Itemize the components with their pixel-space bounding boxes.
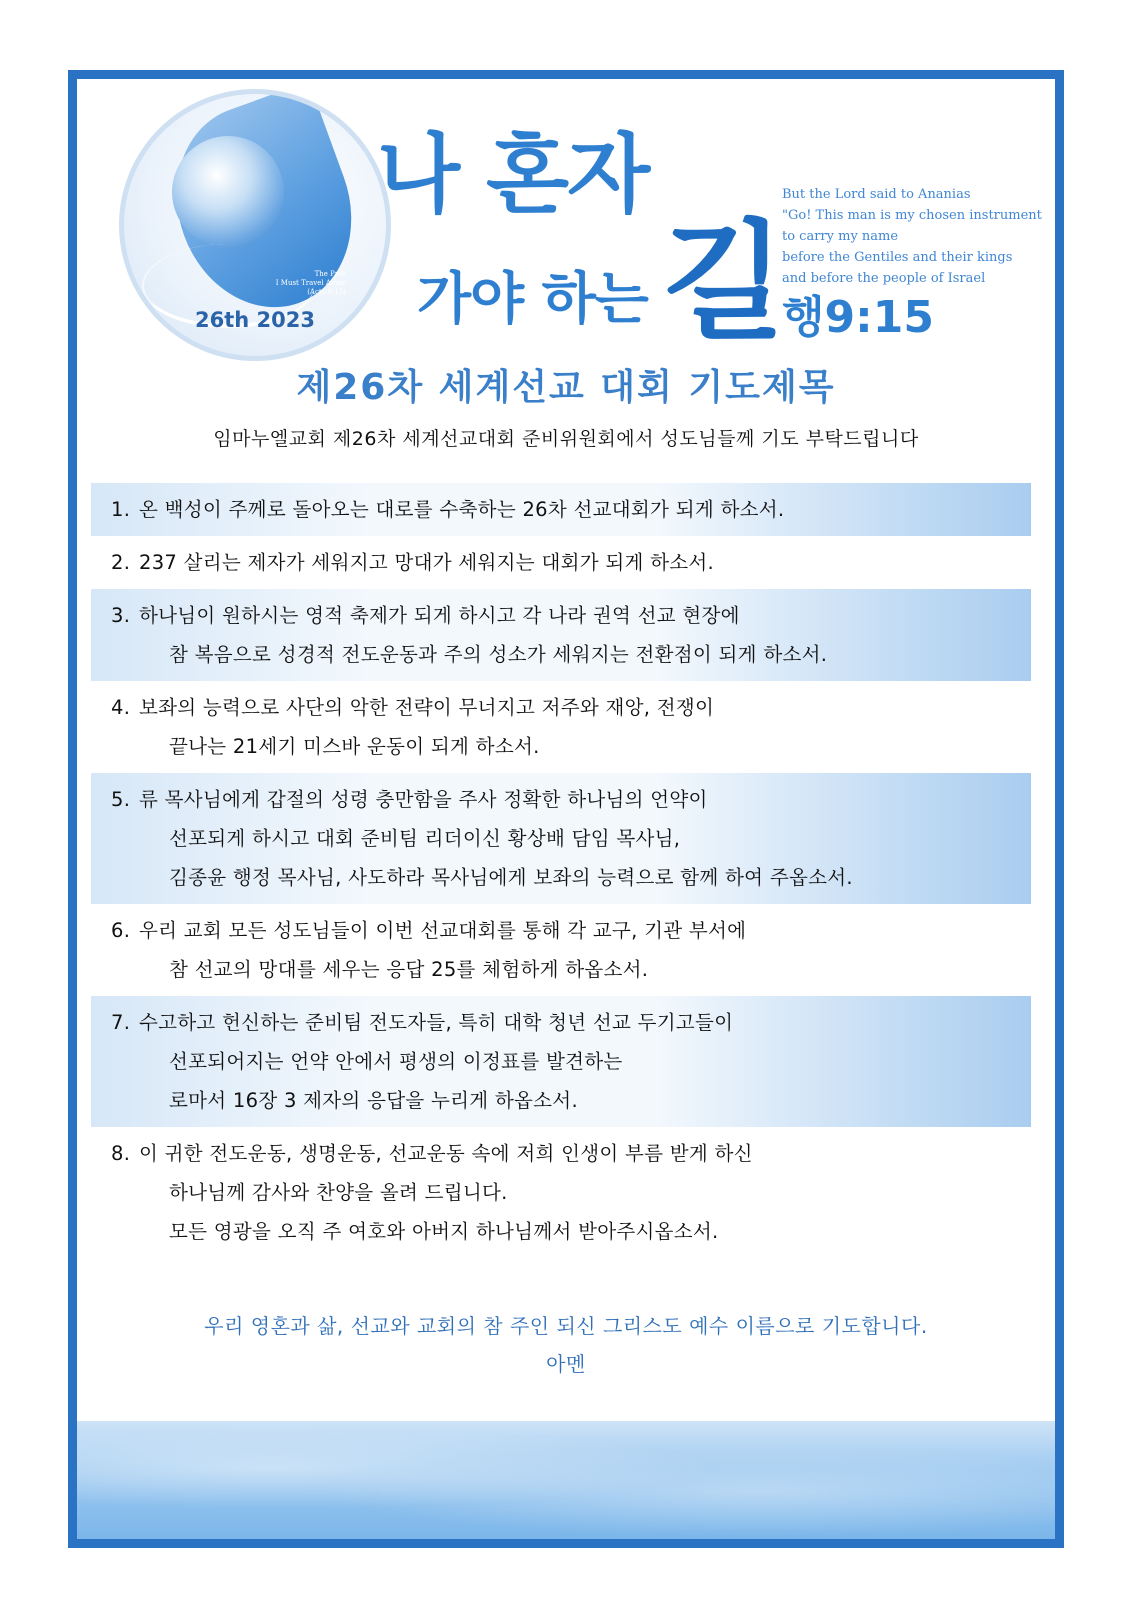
prayer-item-text: 참 복음으로 성경적 전도운동과 주의 성소가 세워지는 전환점이 되게 하소서. [169, 643, 828, 666]
prayer-item-text: 참 선교의 망대를 세우는 응답 25를 체험하게 하옵소서. [169, 958, 649, 981]
globe-icon [172, 136, 284, 248]
prayer-item-number: 4. [111, 696, 131, 719]
prayer-item-number: 3. [111, 604, 131, 627]
page-subtitle: 임마누엘교회 제26차 세계선교대회 준비위원회에서 성도님들께 기도 부탁드립니다 [213, 428, 919, 450]
event-logo [119, 89, 391, 361]
header-title-line2: 가야 하는 [417, 267, 648, 332]
prayer-item-number: 8. [111, 1142, 131, 1165]
prayer-item-text: 수고하고 헌신하는 준비팀 전도자들, 특히 대학 청년 선교 두기고들이 [139, 1011, 734, 1034]
prayer-item [91, 681, 1031, 773]
prayer-item [91, 483, 1031, 536]
prayer-item-text: 하나님이 원하시는 영적 축제가 되게 하시고 각 나라 권역 선교 현장에 [139, 604, 740, 627]
prayer-item-text: 김종윤 행정 목사님, 사도하라 목사님에게 보좌의 능력으로 함께 하여 주옵소서. [169, 866, 853, 889]
prayer-list [91, 483, 1031, 1258]
prayer-item-number: 5. [111, 788, 131, 811]
logo-tagline: The Path I Must Travel Alone (Acts 9:15) [275, 270, 346, 296]
prayer-item-text: 선포되어지는 언약 안에서 평생의 이정표를 발견하는 [169, 1050, 623, 1073]
prayer-item-text: 선포되게 하시고 대회 준비팀 리더이신 황상배 담임 목사님, [169, 827, 681, 850]
header-title-big-char: 길 [662, 208, 786, 357]
logo-year: 26th 2023 [195, 308, 315, 332]
closing-line: 우리 영혼과 삶, 선교와 교회의 참 주인 되신 그리스도 예수 이름으로 기도합니다. [204, 1314, 928, 1338]
prayer-item [91, 773, 1031, 904]
prayer-item-number: 7. [111, 1011, 131, 1034]
prayer-item-text: 류 목사님에게 갑절의 성령 충만함을 주사 정확한 하나님의 언약이 [139, 788, 708, 811]
prayer-item-text: 이 귀한 전도운동, 생명운동, 선교운동 속에 저희 인생이 부름 받게 하신 [139, 1142, 753, 1165]
prayer-item-text: 온 백성이 주께로 돌아오는 대로를 수축하는 26차 선교대회가 되게 하소서. [139, 498, 785, 521]
amen: 아멘 [546, 1352, 586, 1376]
prayer-item-text: 끝나는 21세기 미스바 운동이 되게 하소서. [169, 735, 540, 758]
prayer-item-text: 237 살리는 제자가 세워지고 망대가 세워지는 대회가 되게 하소서. [139, 551, 715, 574]
page-title: 제26차 세계선교 대회 기도제목 [296, 367, 836, 408]
prayer-item [91, 536, 1031, 589]
prayer-item-text: 로마서 16장 3 제자의 응답을 누리게 하옵소서. [169, 1089, 578, 1112]
water-decoration [77, 1421, 1055, 1539]
bible-verse: But the Lord said to Ananias "Go! This man is my chosen instrument to carry my name before the Gentiles and their kings and before the people of Israel [782, 187, 1042, 286]
prayer-item [91, 996, 1031, 1127]
prayer-item [91, 904, 1031, 996]
prayer-item-text: 보좌의 능력으로 사단의 악한 전략이 무너지고 저주와 재앙, 전쟁이 [139, 696, 715, 719]
page-frame [68, 70, 1064, 1548]
header-title-line1: 나 혼자 [377, 125, 649, 225]
prayer-item-number: 2. [111, 551, 131, 574]
prayer-item-number: 1. [111, 498, 131, 521]
prayer-item [91, 1127, 1031, 1258]
prayer-item-number: 6. [111, 919, 131, 942]
closing-prayer [77, 1307, 1055, 1383]
prayer-item [91, 589, 1031, 681]
prayer-item-text: 우리 교회 모든 성도님들이 이번 선교대회를 통해 각 교구, 기관 부서에 [139, 919, 747, 942]
prayer-item-text: 하나님께 감사와 찬양을 올려 드립니다. [169, 1181, 508, 1204]
prayer-item-text: 모든 영광을 오직 주 여호와 아버지 하나님께서 받아주시옵소서. [169, 1220, 719, 1243]
verse-reference: 행9:15 [782, 292, 934, 343]
